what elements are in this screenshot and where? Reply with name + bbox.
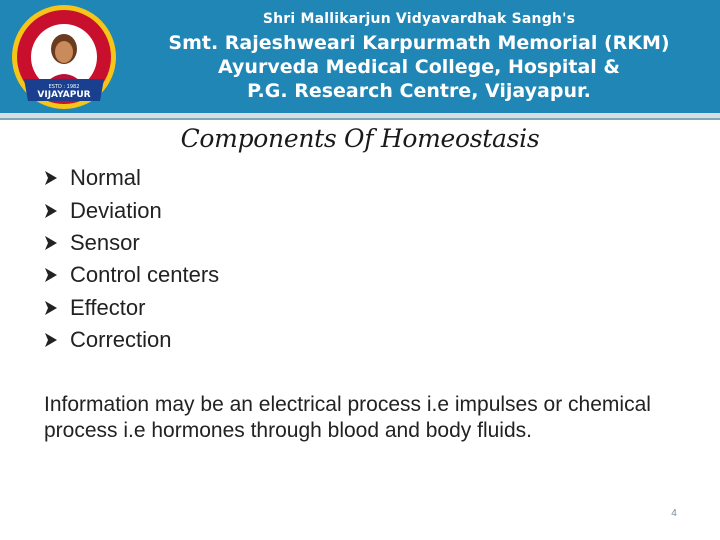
- list-item: [44, 292, 219, 324]
- society-name: Shri Mallikarjun Vidyavardhak Sangh's: [262, 11, 576, 27]
- arrow-bullet-icon: [44, 203, 58, 219]
- list-item-label: Correction: [70, 327, 172, 353]
- list-item-label: Normal: [70, 165, 141, 191]
- institution-location: P.G. Research Centre, Vijayapur.: [247, 80, 591, 102]
- list-item-label: Sensor: [70, 229, 140, 255]
- list-item-label: Control centers: [70, 262, 220, 288]
- arrow-bullet-icon: [44, 300, 58, 316]
- list-item: [44, 162, 219, 194]
- arrow-bullet-icon: [44, 235, 58, 251]
- list-item: [44, 194, 219, 226]
- information-paragraph: Information may be an electrical process i.e impulses or chemical process i.e hormones through blood and body fluids.: [44, 393, 651, 442]
- list-item-label: Effector: [70, 294, 146, 320]
- list-item: [44, 227, 219, 259]
- list-item-label: Deviation: [70, 197, 162, 223]
- component-list: [44, 162, 219, 356]
- arrow-bullet-icon: [44, 170, 58, 186]
- arrow-bullet-icon: [44, 267, 58, 283]
- list-item: [44, 324, 219, 356]
- institution-subtitle: Ayurveda Medical College, Hospital &: [218, 56, 620, 78]
- slide-title: Components Of Homeostasis: [180, 124, 540, 153]
- institution-name: Smt. Rajeshweari Karpurmath Memorial (RKM): [168, 32, 670, 54]
- college-seal-icon: [10, 3, 118, 111]
- page-number: 4: [671, 508, 677, 519]
- header-banner: [0, 0, 720, 113]
- list-item: [44, 259, 219, 291]
- seal-est-text: ESTD : 1982: [48, 84, 80, 90]
- banner-divider-accent: [0, 118, 720, 120]
- seal-place-text: VIJAYAPUR: [37, 90, 91, 100]
- arrow-bullet-icon: [44, 332, 58, 348]
